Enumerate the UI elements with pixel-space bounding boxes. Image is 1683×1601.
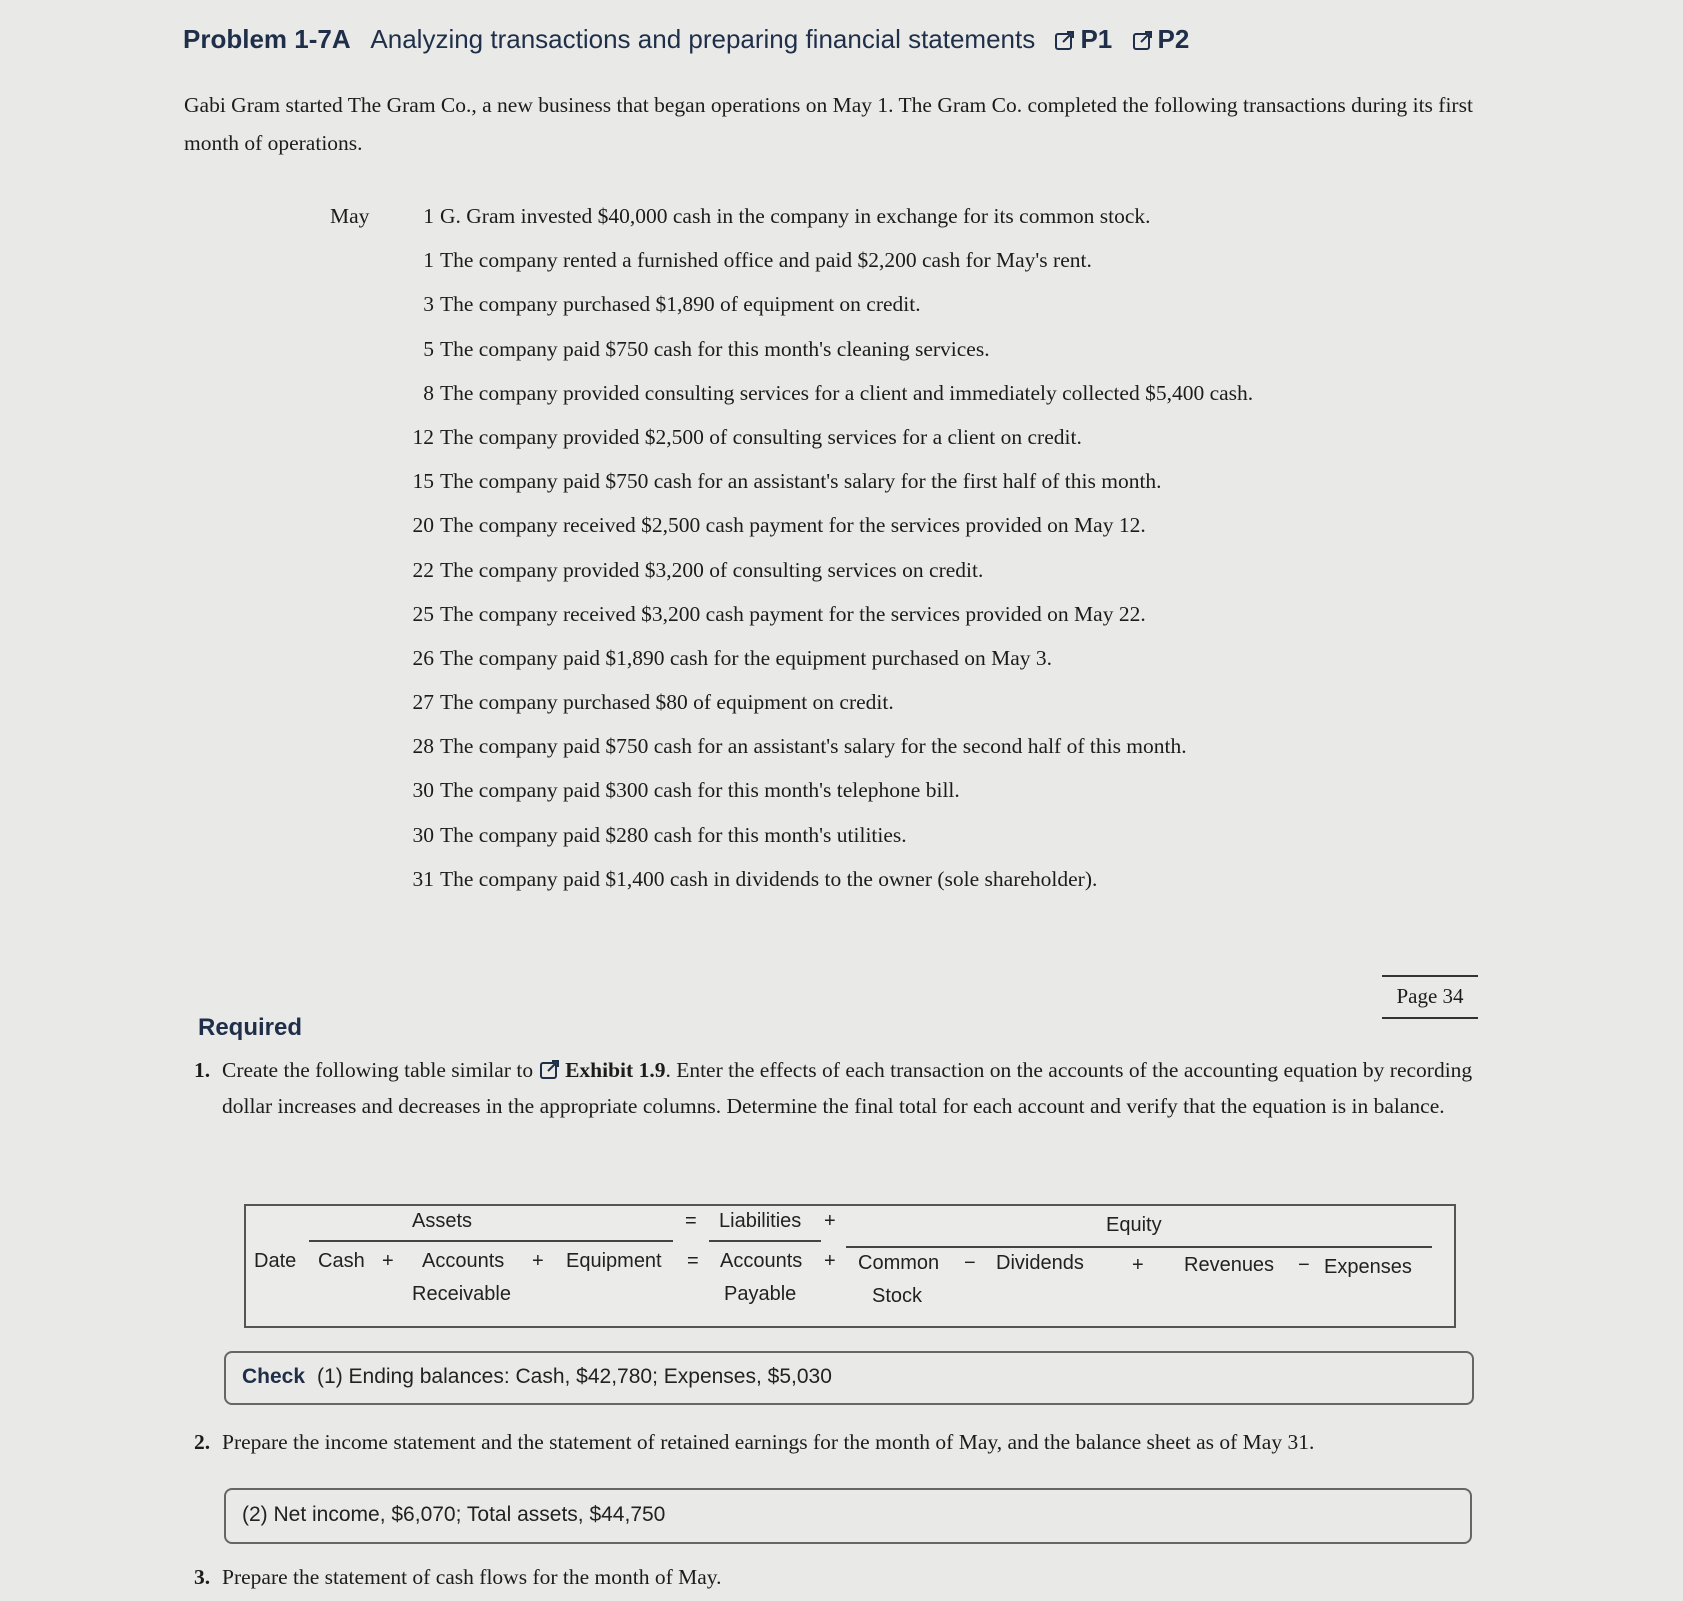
expenses-column: Expenses — [1324, 1256, 1412, 1278]
transaction-row — [330, 248, 1430, 292]
transaction-row — [330, 602, 1430, 646]
requirement-3 — [194, 1559, 1494, 1595]
transaction-text: The company paid $1,890 cash for the equipment purchased on May 3. — [440, 645, 1052, 670]
assets-rule — [309, 1240, 673, 1242]
check-label: Check — [242, 1365, 306, 1388]
transaction-row — [330, 778, 1430, 822]
transaction-row — [330, 425, 1430, 469]
exhibit-link[interactable]: Exhibit 1.9 — [565, 1058, 666, 1082]
transaction-row — [330, 734, 1430, 778]
transaction-text: The company paid $1,400 cash in dividends to the owner (sole shareholder). — [440, 866, 1098, 891]
requirement-number: 2. — [194, 1430, 211, 1454]
requirement-text: . Enter the effects of each transaction on the accounts of the accounting equation by recording dollar increases and decreases in the appropriate columns. Determine the final total for each account and verify that the equation is in balance. — [222, 1058, 1473, 1118]
objective-p2[interactable]: P2 — [1157, 24, 1190, 54]
external-link-icon[interactable] — [1132, 29, 1154, 51]
revenues-column: Revenues — [1184, 1254, 1275, 1276]
transaction-row — [330, 690, 1430, 734]
equity-header: Equity — [1106, 1214, 1162, 1236]
problem-title: Analyzing transactions and preparing financial statements — [370, 24, 1036, 54]
transaction-text: The company rented a furnished office and paid $2,200 cash for May's rent. — [440, 248, 1092, 273]
transaction-day: 27 — [412, 690, 434, 715]
transaction-day: 8 — [423, 380, 434, 405]
check-value-2: (2) Net income, $6,070; Total assets, $44,750 — [242, 1503, 666, 1526]
transaction-text: The company provided $2,500 of consulting services for a client on credit. — [440, 424, 1082, 449]
transaction-text: The company paid $750 cash for an assistant's salary for the first half of this month. — [440, 469, 1162, 494]
objective-p1[interactable]: P1 — [1080, 24, 1113, 54]
required-heading: Required — [198, 1014, 303, 1041]
transaction-day: 30 — [412, 778, 434, 803]
problem-heading — [183, 24, 1189, 55]
transaction-day: 15 — [412, 469, 434, 494]
requirement-number: 3. — [194, 1565, 211, 1589]
requirement-2 — [194, 1424, 1494, 1460]
check-figures-box — [224, 1351, 1474, 1405]
equity-rule — [846, 1246, 1432, 1248]
transaction-text: G. Gram invested $40,000 cash in the company in exchange for its common stock. — [440, 204, 1151, 228]
transaction-text: The company paid $750 cash for this month's cleaning services. — [440, 336, 990, 361]
accounts-payable-column: Accounts — [720, 1250, 803, 1272]
transaction-text: The company purchased $1,890 of equipment on credit. — [440, 292, 921, 317]
transaction-row — [330, 204, 1430, 248]
transaction-row — [330, 337, 1430, 381]
liabilities-rule — [709, 1240, 821, 1242]
intro-paragraph: Gabi Gram started The Gram Co., a new business that began operations on May 1. The Gram Co. completed the following transactions during its first month of operations. — [184, 93, 1473, 155]
transaction-text: The company provided $3,200 of consulting services on credit. — [440, 557, 984, 582]
transaction-text: The company received $3,200 cash payment for the services provided on May 22. — [440, 601, 1146, 626]
accounts-receivable-column: Accounts — [422, 1250, 505, 1272]
transaction-row — [330, 558, 1430, 602]
equals-sign: = — [687, 1250, 699, 1272]
transaction-row — [330, 823, 1430, 867]
transaction-text: The company provided consulting services for a client and immediately collected $5,400 cash. — [440, 380, 1254, 405]
accounts-payable-column: Payable — [724, 1283, 797, 1305]
plus-sign: + — [824, 1250, 836, 1272]
plus-sign: + — [824, 1210, 836, 1232]
common-stock-column: Common — [858, 1252, 940, 1274]
transaction-row — [330, 513, 1430, 557]
transaction-text: The company paid $280 cash for this month's utilities. — [440, 822, 907, 847]
requirement-1 — [194, 1052, 1484, 1124]
accounts-receivable-column: Receivable — [412, 1283, 511, 1305]
transaction-row — [330, 469, 1430, 513]
accounting-equation-table — [244, 1204, 1456, 1328]
cash-column: Cash — [318, 1250, 365, 1272]
transaction-day: 12 — [412, 424, 434, 449]
transaction-day: 1 — [423, 204, 434, 228]
month-label: May — [330, 204, 370, 228]
transaction-text: The company purchased $80 of equipment on credit. — [440, 690, 894, 715]
problem-number: Problem 1-7A — [183, 24, 351, 54]
transaction-day: 1 — [423, 248, 434, 273]
transaction-day: 20 — [412, 513, 434, 538]
page-reference: Page 34 — [1382, 975, 1478, 1019]
requirement-text: Prepare the statement of cash flows for the month of May. — [222, 1565, 722, 1589]
requirement-text: Prepare the income statement and the statement of retained earnings for the month of May, and the balance sheet as of May 31. — [222, 1430, 1315, 1454]
transaction-day: 26 — [412, 645, 434, 670]
requirement-text: Create the following table similar to — [222, 1058, 534, 1082]
transaction-text: The company received $2,500 cash payment for the services provided on May 12. — [440, 513, 1146, 538]
external-link-icon[interactable] — [1054, 29, 1076, 51]
transaction-list — [330, 204, 1430, 911]
minus-sign: − — [1298, 1254, 1310, 1276]
common-stock-column: Stock — [872, 1285, 923, 1307]
transaction-day: 28 — [412, 734, 434, 759]
transaction-day: 5 — [423, 336, 434, 361]
equipment-column: Equipment — [566, 1250, 662, 1272]
transaction-row — [330, 292, 1430, 336]
transaction-day: 31 — [412, 866, 434, 891]
transaction-row — [330, 867, 1430, 911]
check-text — [242, 1365, 832, 1389]
external-link-icon[interactable] — [539, 1058, 561, 1080]
assets-header: Assets — [412, 1210, 473, 1232]
plus-sign: + — [382, 1250, 394, 1272]
transaction-text: The company paid $300 cash for this month's telephone bill. — [440, 778, 960, 803]
liabilities-header: Liabilities — [719, 1210, 802, 1232]
transaction-day: 22 — [412, 557, 434, 582]
transaction-day: 3 — [423, 292, 434, 317]
plus-sign: + — [1132, 1254, 1144, 1276]
date-column: Date — [254, 1250, 297, 1272]
requirement-number: 1. — [194, 1058, 211, 1082]
transaction-row — [330, 381, 1430, 425]
transaction-day: 25 — [412, 601, 434, 626]
transaction-text: The company paid $750 cash for an assistant's salary for the second half of this month. — [440, 734, 1187, 759]
check-value-1: (1) Ending balances: Cash, $42,780; Expenses, $5,030 — [317, 1365, 832, 1388]
check-figures-box-2 — [224, 1488, 1472, 1544]
plus-sign: + — [532, 1250, 544, 1272]
dividends-column: Dividends — [996, 1252, 1084, 1274]
minus-sign: − — [964, 1252, 976, 1274]
transaction-row — [330, 646, 1430, 690]
transaction-day: 30 — [412, 822, 434, 847]
equals-sign: = — [685, 1210, 697, 1232]
